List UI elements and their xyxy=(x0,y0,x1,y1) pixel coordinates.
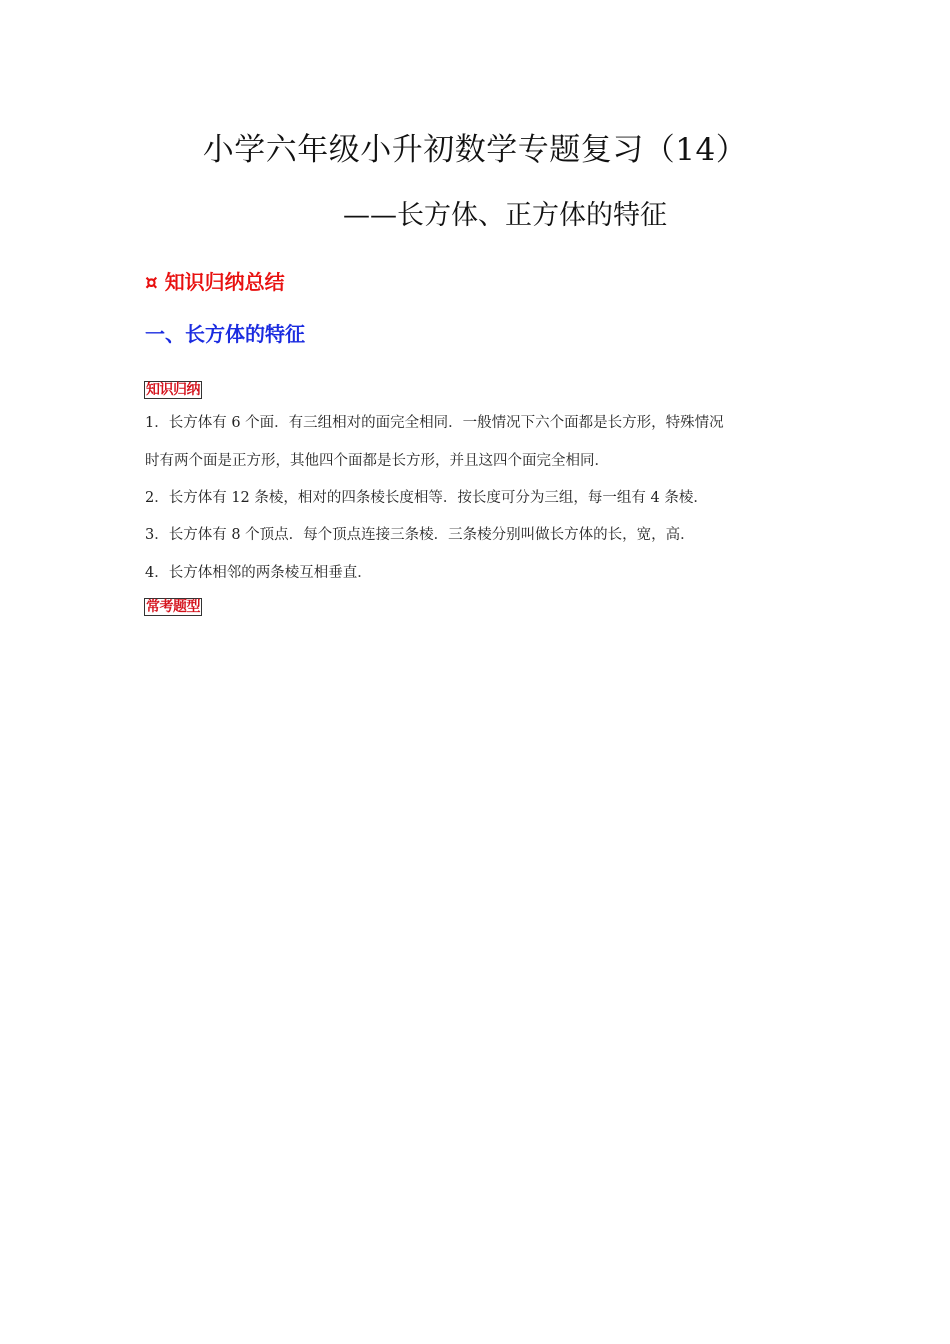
tag-knowledge: 知识归纳 xyxy=(146,382,200,398)
body-paragraph-line: 3．长方体有 8 个顶点．每个顶点连接三条棱．三条棱分别叫做长方体的长，宽，高． xyxy=(145,527,695,543)
body-paragraph-line: 1．长方体有 6 个面．有三组相对的面完全相同．一般情况下六个面都是长方形，特殊情况 xyxy=(145,415,724,431)
tag-common-questions: 常考题型 xyxy=(146,599,200,615)
body-paragraph-line: 时有两个面是正方形，其他四个面都是长方形，并且这四个面完全相同． xyxy=(145,453,609,469)
page-subtitle: ——长方体、正方体的特征 xyxy=(343,200,667,231)
body-paragraph-line: 2．长方体有 12 条棱，相对的四条棱长度相等．按长度可分为三组，每一组有 4 条棱． xyxy=(145,490,708,506)
body-paragraph-line: 4．长方体相邻的两条棱互相垂直． xyxy=(145,565,372,581)
section-heading-cuboid: 一、长方体的特征 xyxy=(145,322,305,346)
section-heading-summary: ¤ 知识归纳总结 xyxy=(145,270,285,294)
page-title: 小学六年级小升初数学专题复习（14） xyxy=(202,132,748,168)
